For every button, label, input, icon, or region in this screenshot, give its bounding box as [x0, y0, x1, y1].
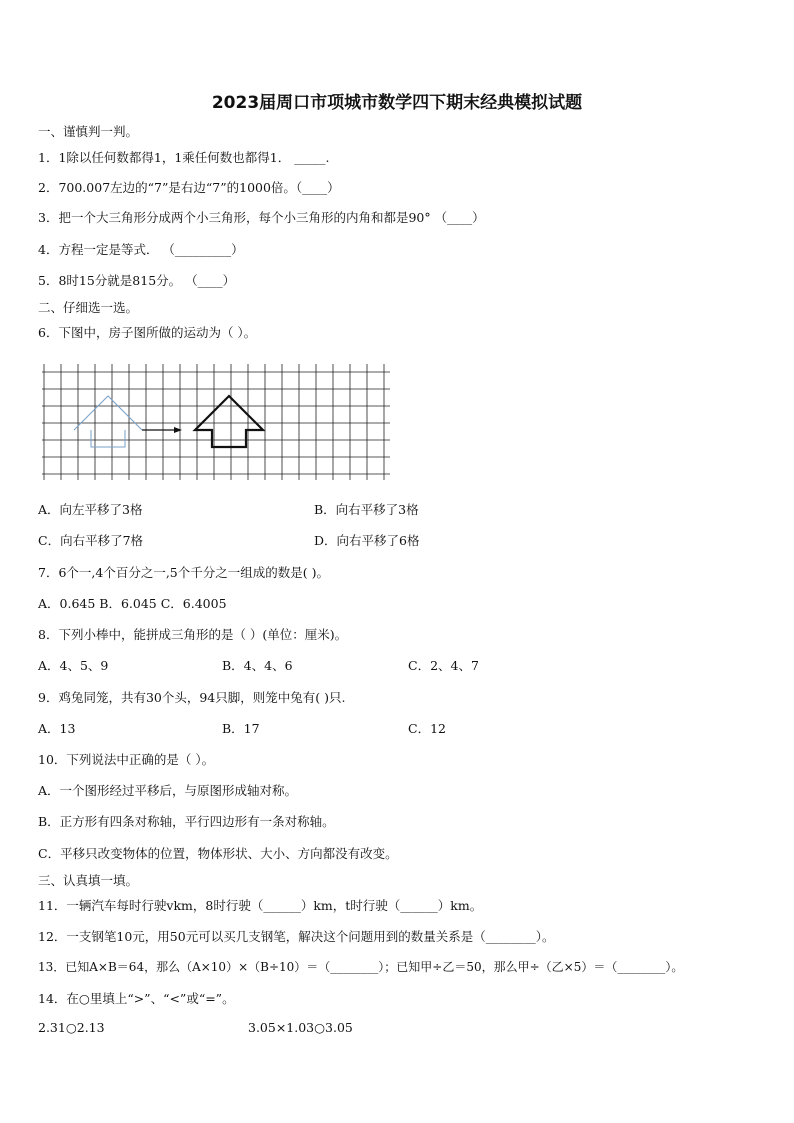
section-heading-3: 三、认真填一填。: [38, 873, 139, 888]
option-9b: B．17: [222, 721, 260, 736]
question-10: 10．下列说法中正确的是（ ）。: [38, 752, 215, 767]
option-9c: C．12: [408, 721, 446, 736]
moved-house-shape: [195, 396, 263, 447]
question-6: 6．下图中，房子图所做的运动为（ ）。: [38, 325, 257, 340]
option-8b: B．4、4、6: [222, 658, 293, 673]
translation-grid-figure: [42, 362, 396, 480]
question-14-item-a: 2.31○2.13: [38, 1020, 105, 1035]
option-9a: A．13: [38, 721, 76, 736]
question-12: 12．一支钢笔10元，用50元可以买几支钢笔，解决这个问题用到的数量关系是（________）。: [38, 929, 555, 944]
movement-arrowhead: [174, 427, 182, 433]
question-5: 5．8时15分就是815分。 （____）: [38, 273, 236, 288]
original-house-shape: [74, 396, 142, 430]
question-11: 11．一辆汽车每时行驶vkm，8时行驶（______）km，t时行驶（______）km。: [38, 898, 483, 913]
option-6c: C．向右平移了7格: [38, 533, 144, 548]
option-6a: A．向左平移了3格: [38, 502, 143, 517]
question-14: 14．在○里填上“>”、“<”或“=”。: [38, 991, 235, 1006]
question-4: 4．方程一定是等式． （_________）: [38, 242, 244, 257]
options-7: A．0.645 B．6.045 C．6.4005: [38, 596, 227, 611]
question-1: 1．1除以任何数都得1，1乘任何数也都得1． _____.: [38, 150, 330, 165]
option-8a: A．4、5、9: [38, 658, 109, 673]
question-8: 8．下列小棒中，能拼成三角形的是（ ）(单位：厘米)。: [38, 627, 348, 642]
option-8c: C．2、4、7: [408, 658, 479, 673]
question-2: 2．700.007左边的“7”是右边“7”的1000倍。（____）: [38, 180, 340, 195]
section-heading-1: 一、谨慎判一判。: [38, 124, 139, 139]
option-10c: C．平移只改变物体的位置，物体形状、大小、方向都没有改变。: [38, 846, 398, 861]
question-7: 7．6个一,4个百分之一,5个千分之一组成的数是( )。: [38, 565, 329, 580]
section-heading-2: 二、仔细选一选。: [38, 300, 139, 315]
grid-lines: [42, 364, 390, 480]
question-13: 13．已知A×B＝64，那么（A×10）×（B÷10）＝（________）；已知甲÷乙＝50，那么甲÷（乙×5）＝（________）。: [38, 960, 684, 974]
question-9: 9．鸡兔同笼，共有30个头，94只脚，则笼中兔有( )只.: [38, 690, 346, 705]
option-6b: B．向右平移了3格: [314, 502, 419, 517]
option-10a: A．一个图形经过平移后，与原图形成轴对称。: [38, 783, 298, 798]
option-10b: B．正方形有四条对称轴，平行四边形有一条对称轴。: [38, 814, 335, 829]
option-6d: D．向右平移了6格: [314, 533, 420, 548]
page-title: 2023届周口市项城市数学四下期末经典模拟试题: [211, 93, 583, 113]
question-3: 3．把一个大三角形分成两个小三角形，每个小三角形的内角和都是90° （____）: [38, 210, 485, 225]
original-house-body: [91, 430, 125, 447]
question-14-item-b: 3.05×1.03○3.05: [248, 1020, 353, 1035]
